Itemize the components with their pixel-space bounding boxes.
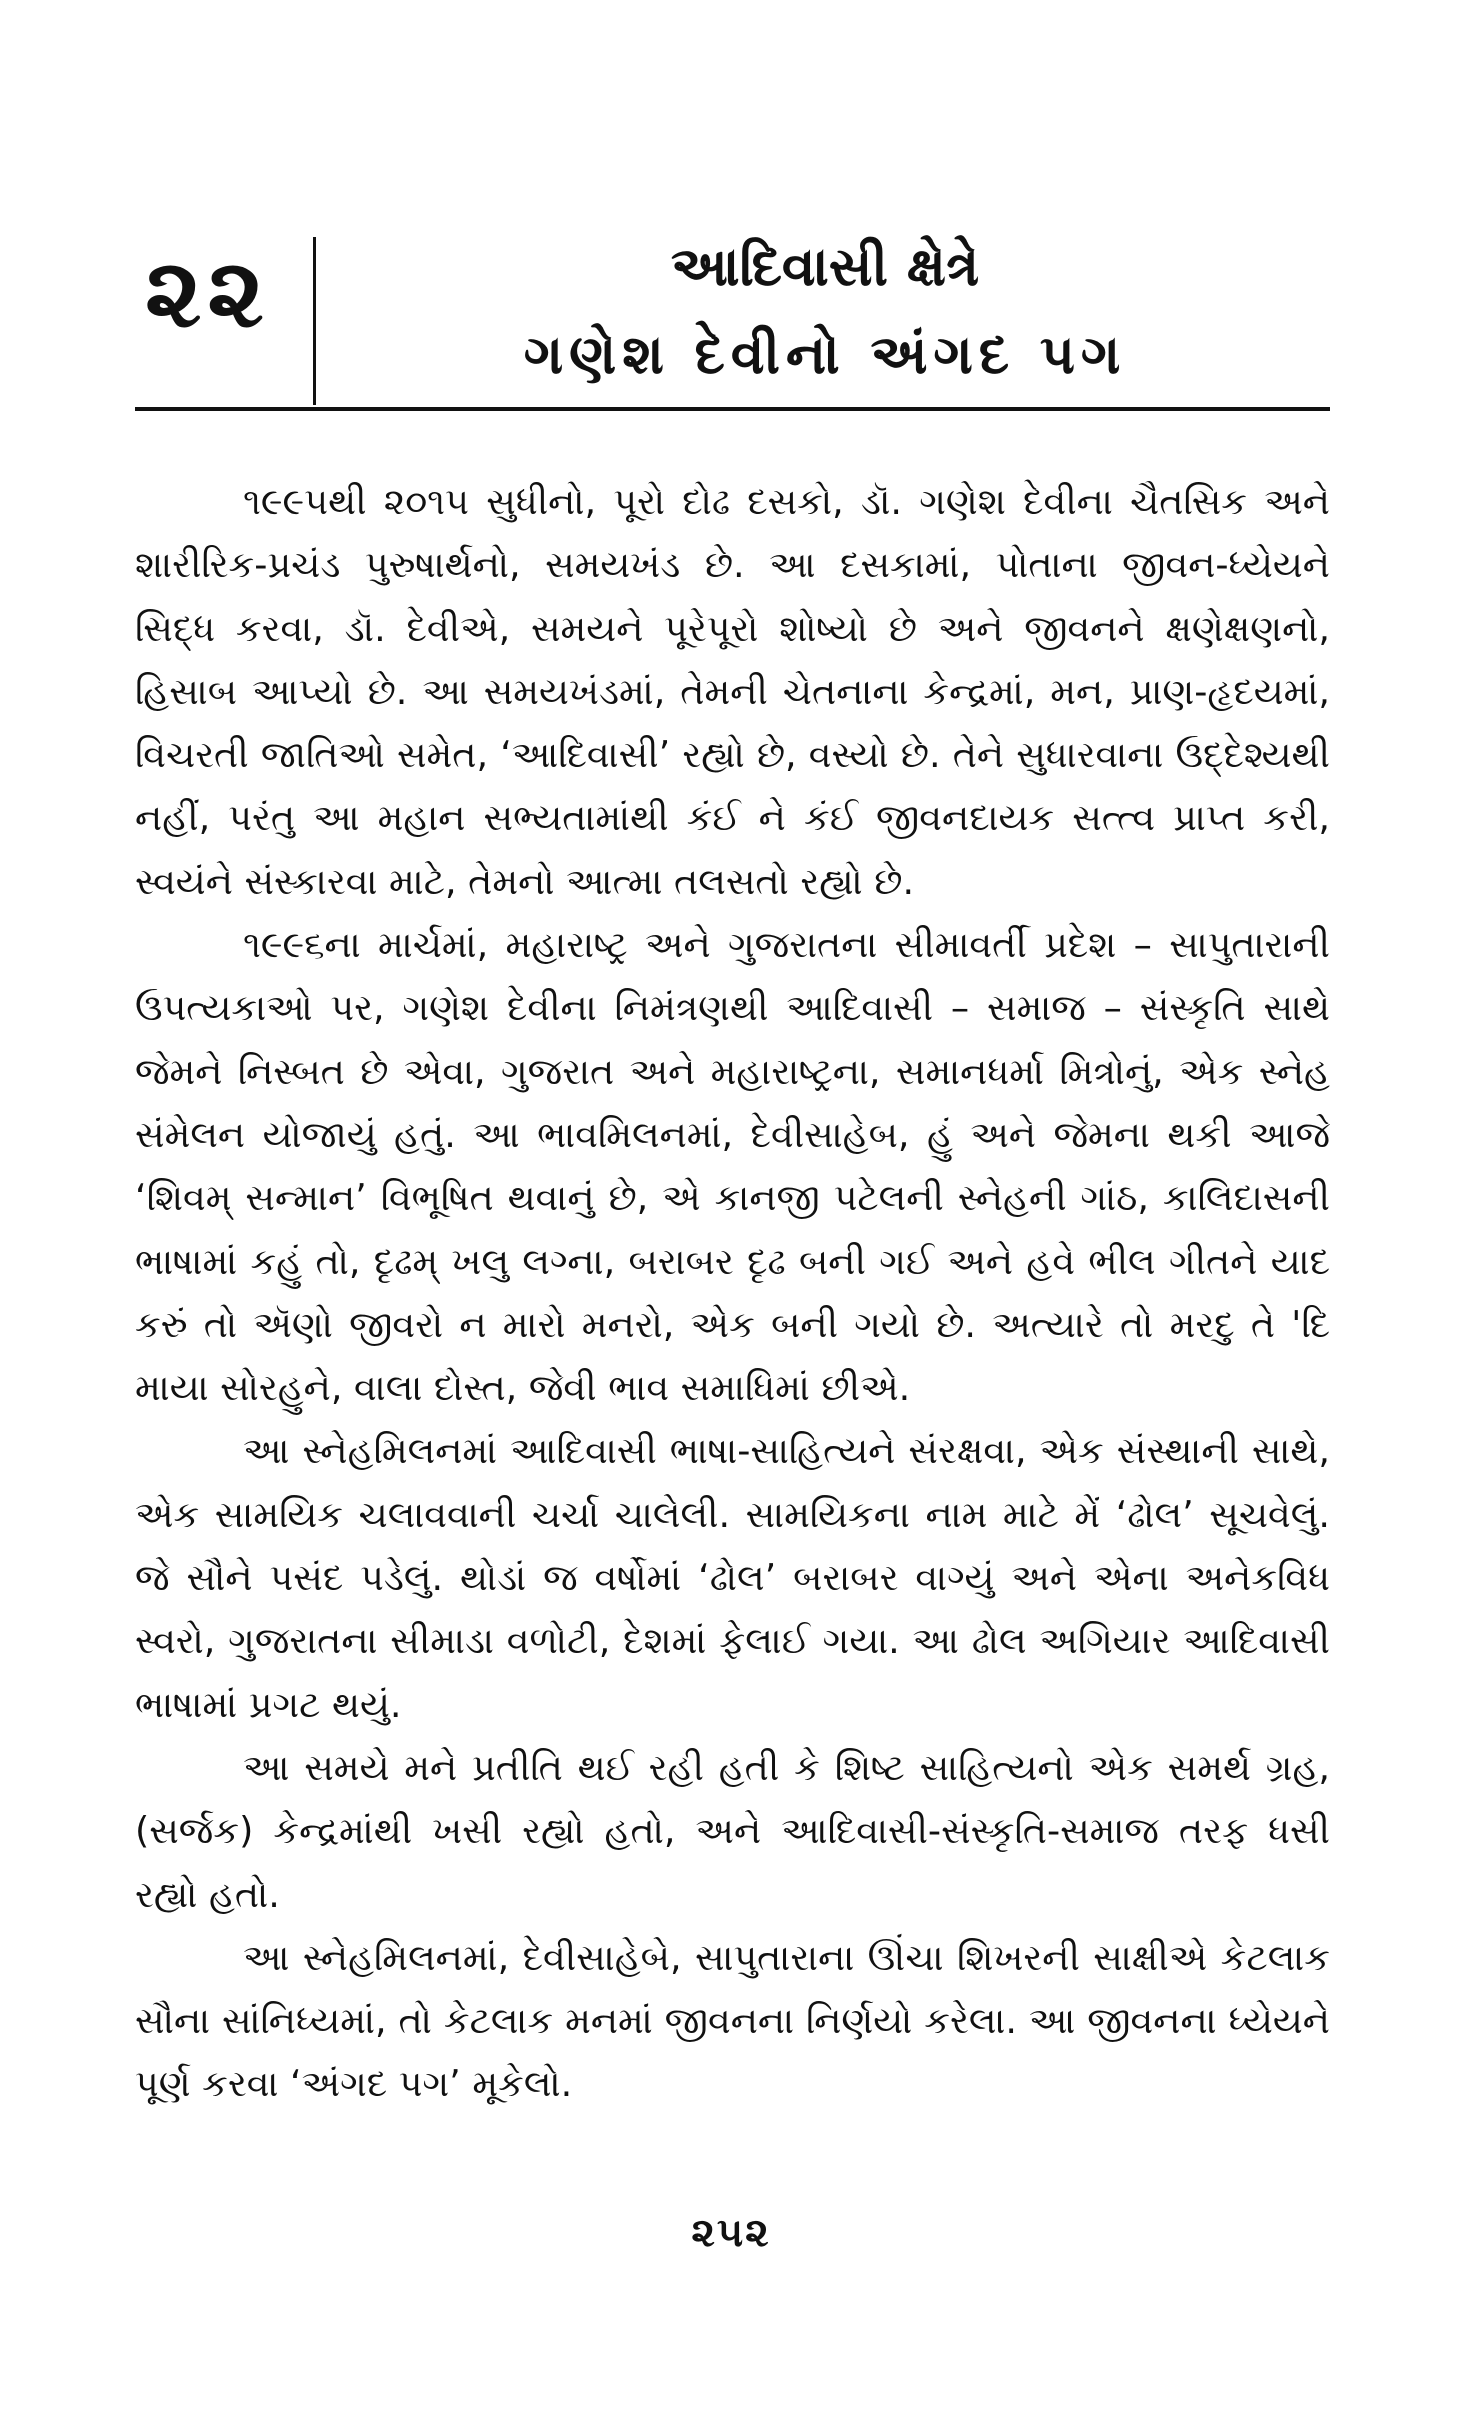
paragraph: ૧૯૯૫થી ૨૦૧૫ સુધીનો, પૂરો દોઢ દસકો, ડૉ. ગણેશ દેવીના ચૈતસિક અને શારીરિક-પ્રચંડ પુરુષાર્થનો, સમયખંડ છે. આ દસકામાં, પોતાના જીવન-ધ્યેયને સિદ્ધ કરવા, ડૉ. દેવીએ, સમયને પૂરેપૂરો શોષ્યો છે અને જીવનને ક્ષણેક્ષણનો, હિસાબ આપ્યો છે. આ સમયખંડમાં, તેમની ચેતનાના કેન્દ્રમાં, મન, પ્રાણ-હૃદયમાં, વિચરતી જાતિઓ સમેત, ‘આદિવાસી’ રહ્યો છે, વસ્યો છે. તેને સુધારવાના ઉદ્દેશ્યથી નહીં, પરંતુ આ મહાન સભ્યતામાંથી કંઈ ને કંઈ જીવનદાયક સત્ત્વ પ્રાપ્ત કરી, સ્વયંને સંસ્કારવા માટે, તેમનો આત્મા તલસતો રહ્યો છે. xyxy=(135,480,1330,903)
page-number: ૨૫૨ xyxy=(691,2210,771,2256)
chapter-title-line-2: ગણેશ દેવીનો અંગદ પગ xyxy=(523,323,1127,386)
header-rule xyxy=(135,407,1330,411)
paragraph: આ સ્નેહમિલનમાં, દેવીસાહેબે, સાપુતારાના ઊંચા શિખરની સાક્ષીએ કેટલાક સૌના સાંનિધ્યમાં, તો કેટલાક મનમાં જીવનના નિર્ણયો કરેલા. આ જીવનના ધ્યેયને પૂર્ણ કરવા ‘અંગદ પગ’ મૂકેલો. xyxy=(135,1935,1330,2106)
chapter-header xyxy=(135,225,1330,405)
chapter-title-line-1: આદિવાસી ક્ષેત્રે xyxy=(670,235,980,298)
header-divider xyxy=(313,237,316,405)
chapter-number: ૨૨ xyxy=(145,237,270,349)
paragraph: આ સમયે મને પ્રતીતિ થઈ રહી હતી કે શિષ્ટ સાહિત્યનો એક સમર્થ ગ્રહ, (સર્જક) કેન્દ્રમાંથી ખસી રહ્યો હતો, અને આદિવાસી-સંસ્કૃતિ-સમાજ તરફ ધસી રહ્યો હતો. xyxy=(135,1745,1330,1916)
paragraph: ૧૯૯૬ના માર્ચમાં, મહારાષ્ટ્ર અને ગુજરાતના સીમાવર્તી પ્રદેશ – સાપુતારાની ઉપત્યકાઓ પર, ગણેશ દેવીના નિમંત્રણથી આદિવાસી – સમાજ – સંસ્કૃતિ સાથે જેમને નિસ્બત છે એવા, ગુજરાત અને મહારાષ્ટ્રના, સમાનધર્મા મિત્રોનું, એક સ્નેહ સંમેલન યોજાયું હતું. આ ભાવમિલનમાં, દેવીસાહેબ, હું અને જેમના થકી આજે ‘શિવમ્ સન્માન’ વિભૂષિત થવાનું છે, એ કાનજી પટેલની સ્નેહની ગાંઠ, કાલિદાસની ભાષામાં કહું તો, દૃઢમ્ ખલુ લગ્ના, બરાબર દૃઢ બની ગઈ અને હવે ભીલ ગીતને યાદ કરું તો ઍણો જીવરો ન મારો મનરો, એક બની ગયો છે. અત્યારે તો મરદુ તે 'દિ માયા સોરહુને, વાલા દોસ્ત, જેવી ભાવ સમાધિમાં છીએ. xyxy=(135,923,1330,1410)
paragraph: આ સ્નેહમિલનમાં આદિવાસી ભાષા-સાહિત્યને સંરક્ષવા, એક સંસ્થાની સાથે, એક સામયિક ચલાવવાની ચર્ચા ચાલેલી. સામયિકના નામ માટે મેં ‘ઢોલ’ સૂચવેલું. જે સૌને પસંદ પડેલું. થોડાં જ વર્ષોમાં ‘ઢોલ’ બરાબર વાગ્યું અને એના અનેકવિધ સ્વરો, ગુજરાતના સીમાડા વળોટી, દેશમાં ફેલાઈ ગયા. આ ઢોલ અગિયાર આદિવાસી ભાષામાં પ્રગટ થયું. xyxy=(135,1429,1330,1726)
body-text xyxy=(135,470,1330,2116)
